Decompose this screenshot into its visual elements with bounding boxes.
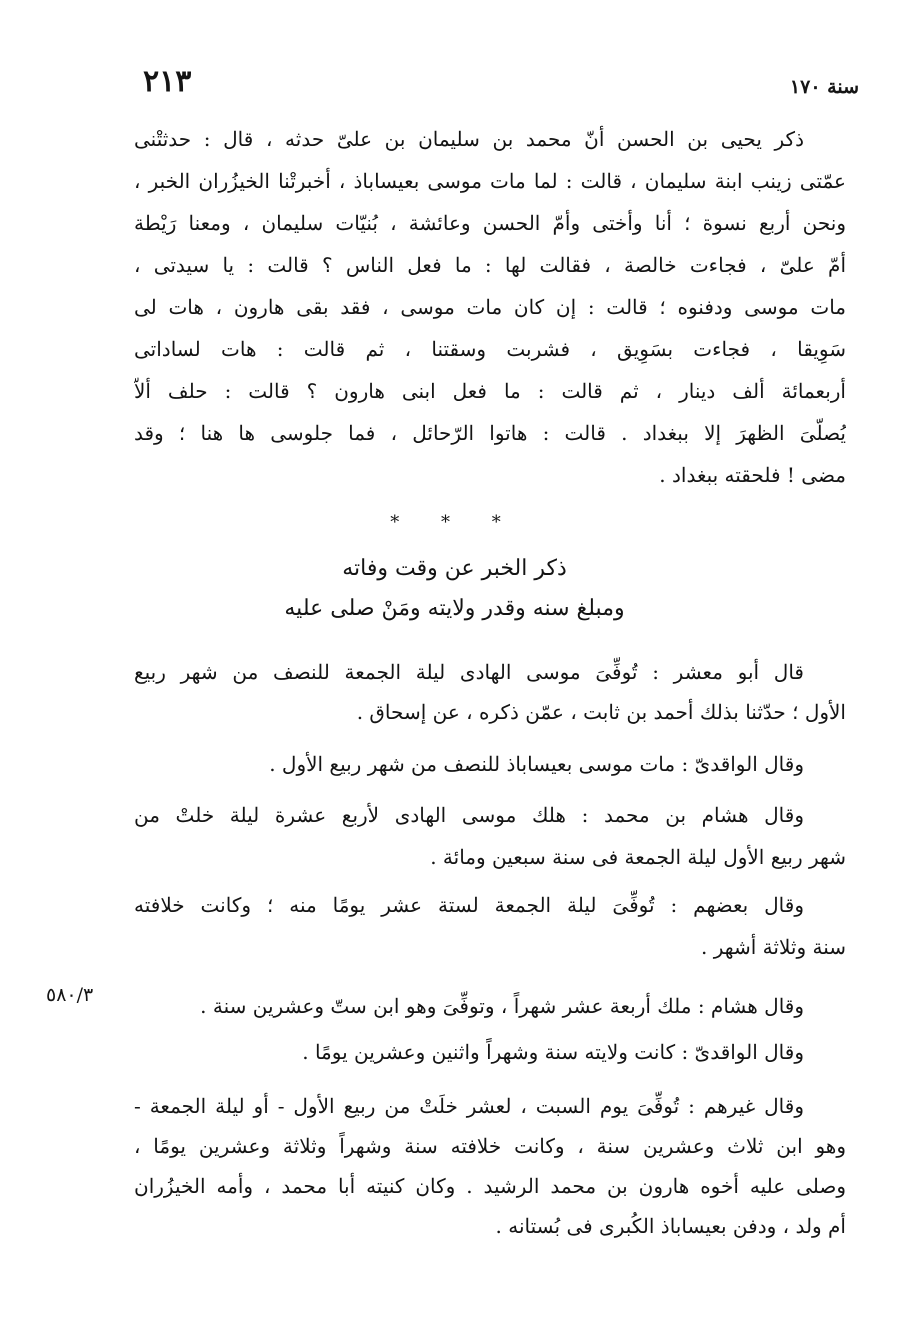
text-line: وقال غيرهم : تُوفِّىَ يوم السبت ، لعشر خلَتْ من ربيع الأول - أو ليلة الجمعة - (134, 1094, 804, 1118)
text-line: أمّ علىّ ، فجاءت خالصة ، فقالت لها : ما فعل الناس ؟ قالت : يا سيدتى ، (134, 253, 846, 277)
text-line: وقال هشام بن محمد : هلك موسى الهادى لأربع عشرة ليلة خلتْ من (134, 803, 804, 827)
text-line: عمّتى زينب ابنة سليمان ، قالت : لما مات موسى بعيساباذ ، أخبرتْنا الخيزُران الخبر ، (134, 169, 846, 193)
report-paragraph (134, 884, 846, 968)
text-line: مضى ! فلحقته ببغداد . (659, 463, 846, 487)
text-line: وهو ابن ثلاث وعشرين سنة ، وكانت خلافته سنة وشهراً وثلاثة وعشرين يومًا ، (134, 1134, 846, 1158)
text-line: شهر ربيع الأول ليلة الجمعة فى سنة سبعين ومائة . (430, 845, 846, 869)
report-paragraph (134, 1032, 846, 1072)
text-line: وقال الواقدىّ : كانت ولايته سنة وشهراً واثنين وعشرين يومًا . (302, 1040, 804, 1064)
report-paragraph (134, 1086, 846, 1246)
text-line: يُصلّىَ الظهرَ إلا ببغداد . قالت : هاتوا الرّحائل ، فما جلوسى ها هنا ؛ وقد (134, 421, 846, 445)
text-line: وصلى عليه أخوه هارون بن محمد الرشيد . وكان كنيته أبا محمد ، وأمه الخيزُران (134, 1174, 846, 1198)
margin-reference: ٥٨٠/٣ (46, 984, 94, 1006)
text-line: ذكر يحيى بن الحسن أنّ محمد بن سليمان بن علىّ حدثه ، قال : حدثتْنى (134, 127, 804, 151)
opening-paragraph (134, 118, 846, 496)
text-line: وقال الواقدىّ : مات موسى بعيساباذ للنصف من شهر ربيع الأول . (269, 752, 804, 776)
report-paragraph (134, 986, 846, 1026)
text-line: أم ولد ، ودفن بعيساباذ الكُبرى فى بُستانه . (495, 1214, 846, 1238)
page-number: ٢١٣ (143, 64, 192, 99)
report-paragraph (134, 652, 846, 732)
text-line: ونحن أربع نسوة ؛ أنا وأختى وأمّ الحسن وعائشة ، بُنيّات سليمان ، ومعنا رَيْطة (134, 211, 846, 235)
section-heading-line-2: ومبلغ سنه وقدر ولايته ومَنْ صلى عليه (284, 596, 625, 621)
section-separator: * * * (390, 512, 519, 533)
text-line: أربعمائة ألف دينار ، ثم قالت : ما فعل ابنى هارون ؟ قالت : حلف ألاّ (134, 379, 846, 403)
report-paragraph (134, 794, 846, 878)
text-line: وقال بعضهم : تُوفِّىَ ليلة الجمعة لستة عشر يومًا منه ؛ وكانت خلافته (134, 893, 804, 917)
text-line: سنة وثلاثة أشهر . (701, 935, 846, 959)
text-line: وقال هشام : ملك أربعة عشر شهراً ، وتوفِّىَ وهو ابن ستّ وعشرين سنة . (200, 994, 804, 1018)
text-line: الأول ؛ حدّثنا بذلك أحمد بن ثابت ، عمّن ذكره ، عن إسحاق . (356, 700, 846, 724)
text-line: مات موسى ودفنوه ؛ قالت : إن كان مات موسى ، فقد بقى هارون ، هات لى (134, 295, 846, 319)
report-paragraph (134, 744, 846, 784)
section-heading-line-1: ذكر الخبر عن وقت وفاته (342, 556, 567, 581)
running-header-year: سنة ١٧٠ (789, 76, 859, 98)
text-line: قال أبو معشر : تُوفِّىَ موسى الهادى ليلة الجمعة للنصف من شهر ربيع (134, 660, 804, 684)
text-line: سَوِيقا ، فجاءت بسَوِيق ، فشربت وسقتنا ، ثم قالت : هات لساداتى (134, 337, 846, 361)
